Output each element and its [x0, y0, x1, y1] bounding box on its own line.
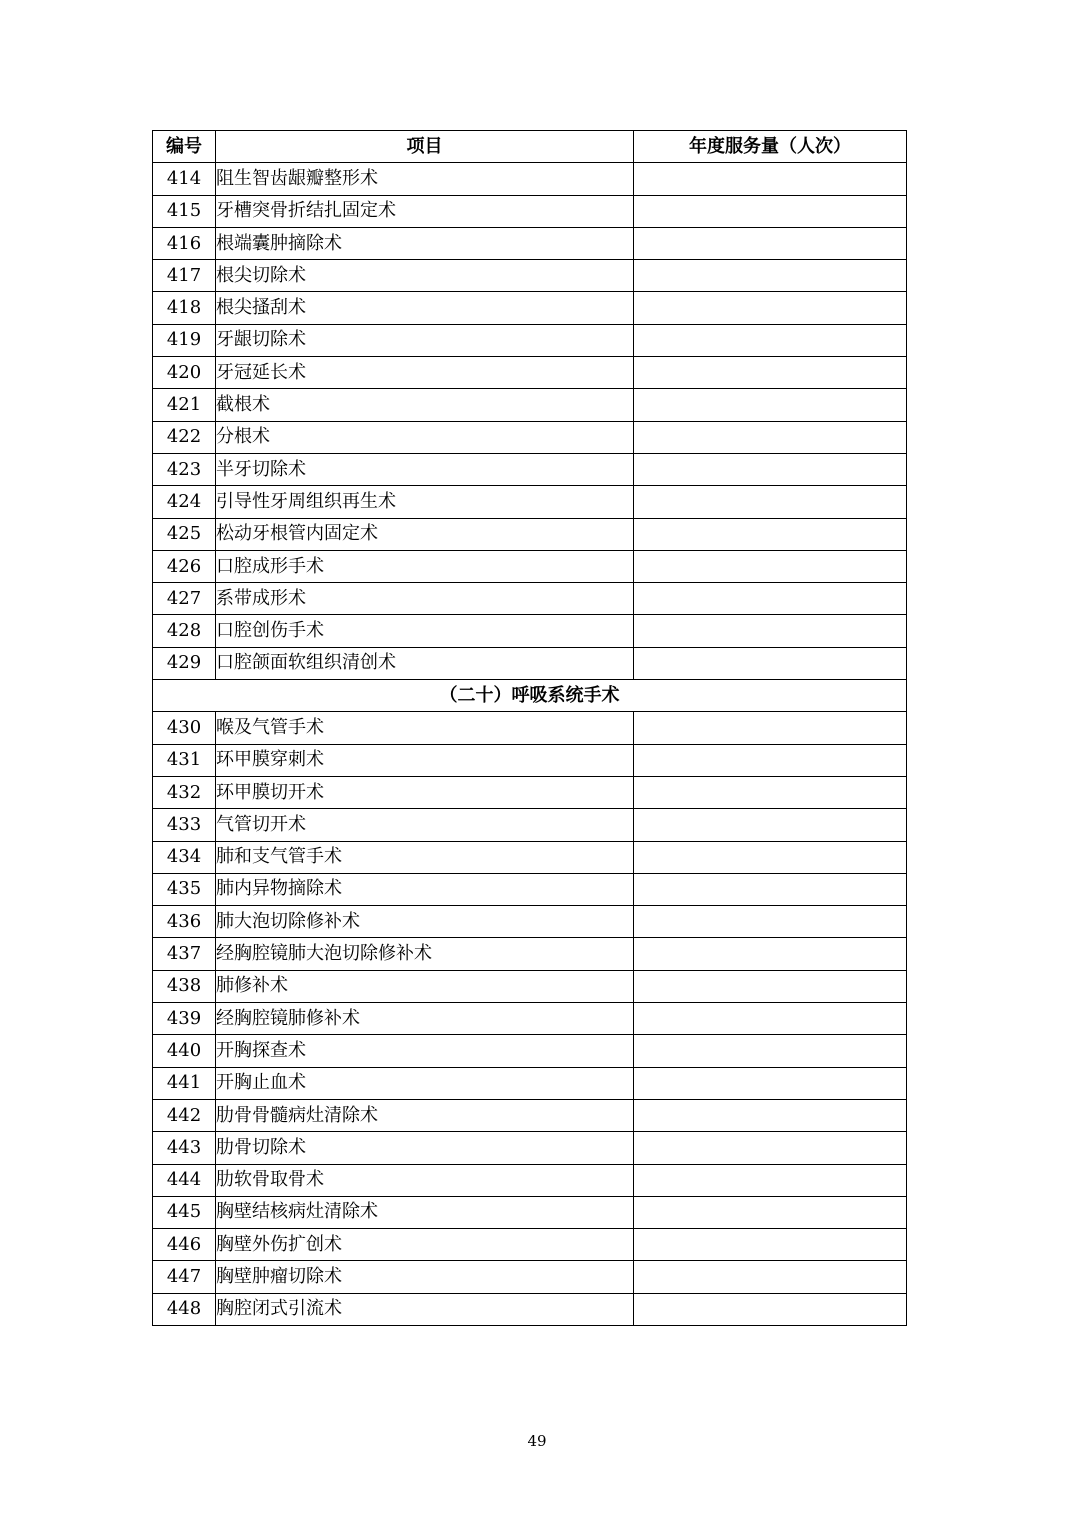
row-item-name: 半牙切除术: [216, 453, 634, 485]
table-row: [153, 227, 907, 259]
table-row: [153, 389, 907, 421]
table-row: [153, 518, 907, 550]
row-annual-volume-cell[interactable]: [634, 1261, 907, 1293]
row-number: 415: [153, 195, 216, 227]
row-annual-volume-cell[interactable]: [634, 906, 907, 938]
row-number: 433: [153, 809, 216, 841]
row-annual-volume-cell[interactable]: [634, 744, 907, 776]
row-number: 427: [153, 583, 216, 615]
row-item-name: 系带成形术: [216, 583, 634, 615]
row-item-name: 胸壁肿瘤切除术: [216, 1261, 634, 1293]
row-number: 414: [153, 163, 216, 195]
row-number: 416: [153, 227, 216, 259]
row-annual-volume-cell[interactable]: [634, 1067, 907, 1099]
row-annual-volume-cell[interactable]: [634, 873, 907, 905]
row-number: 419: [153, 324, 216, 356]
table-row: [153, 647, 907, 679]
row-number: 448: [153, 1293, 216, 1325]
section-title: （二十）呼吸系统手术: [153, 680, 907, 712]
row-item-name: 肋骨切除术: [216, 1132, 634, 1164]
service-volume-table: [152, 130, 907, 1326]
row-annual-volume-cell[interactable]: [634, 1035, 907, 1067]
table-row: [153, 1067, 907, 1099]
row-number: 445: [153, 1196, 216, 1228]
row-item-name: 肺内异物摘除术: [216, 873, 634, 905]
table-row: [153, 1132, 907, 1164]
row-annual-volume-cell[interactable]: [634, 550, 907, 582]
header-annual-volume: 年度服务量（人次）: [634, 131, 907, 163]
table-row: [153, 841, 907, 873]
row-item-name: 根端囊肿摘除术: [216, 227, 634, 259]
row-number: 440: [153, 1035, 216, 1067]
row-number: 422: [153, 421, 216, 453]
row-number: 439: [153, 1003, 216, 1035]
row-annual-volume-cell[interactable]: [634, 195, 907, 227]
row-number: 437: [153, 938, 216, 970]
row-item-name: 牙冠延长术: [216, 357, 634, 389]
row-item-name: 根尖切除术: [216, 260, 634, 292]
row-item-name: 胸腔闭式引流术: [216, 1293, 634, 1325]
row-number: 420: [153, 357, 216, 389]
row-item-name: 松动牙根管内固定术: [216, 518, 634, 550]
table-header-row: [153, 131, 907, 163]
row-item-name: 经胸腔镜肺修补术: [216, 1003, 634, 1035]
row-number: 424: [153, 486, 216, 518]
row-annual-volume-cell[interactable]: [634, 841, 907, 873]
table-row: [153, 615, 907, 647]
row-item-name: 口腔颌面软组织清创术: [216, 647, 634, 679]
row-item-name: 口腔成形手术: [216, 550, 634, 582]
row-item-name: 肺大泡切除修补术: [216, 906, 634, 938]
row-annual-volume-cell[interactable]: [634, 227, 907, 259]
row-annual-volume-cell[interactable]: [634, 486, 907, 518]
row-item-name: 根尖搔刮术: [216, 292, 634, 324]
table-row: [153, 744, 907, 776]
table-row: [153, 260, 907, 292]
row-annual-volume-cell[interactable]: [634, 1132, 907, 1164]
row-annual-volume-cell[interactable]: [634, 357, 907, 389]
row-item-name: 截根术: [216, 389, 634, 421]
table-row: [153, 970, 907, 1002]
row-number: 430: [153, 712, 216, 744]
row-number: 447: [153, 1261, 216, 1293]
row-item-name: 肺和支气管手术: [216, 841, 634, 873]
table-row: [153, 1099, 907, 1131]
table-row: [153, 1003, 907, 1035]
header-number: 编号: [153, 131, 216, 163]
row-item-name: 喉及气管手术: [216, 712, 634, 744]
table-row: [153, 163, 907, 195]
row-item-name: 肺修补术: [216, 970, 634, 1002]
row-annual-volume-cell[interactable]: [634, 1229, 907, 1261]
row-annual-volume-cell[interactable]: [634, 453, 907, 485]
table-row: [153, 1164, 907, 1196]
row-annual-volume-cell[interactable]: [634, 809, 907, 841]
row-number: 418: [153, 292, 216, 324]
table-row: [153, 324, 907, 356]
table-row: [153, 421, 907, 453]
row-number: 444: [153, 1164, 216, 1196]
row-item-name: 经胸腔镜肺大泡切除修补术: [216, 938, 634, 970]
table-row: [153, 486, 907, 518]
row-number: 436: [153, 906, 216, 938]
row-number: 417: [153, 260, 216, 292]
row-number: 435: [153, 873, 216, 905]
row-number: 425: [153, 518, 216, 550]
row-annual-volume-cell[interactable]: [634, 615, 907, 647]
row-number: 432: [153, 776, 216, 808]
row-item-name: 肋骨骨髓病灶清除术: [216, 1099, 634, 1131]
row-annual-volume-cell[interactable]: [634, 292, 907, 324]
header-item: 项目: [216, 131, 634, 163]
table-row: [153, 1229, 907, 1261]
table-row: [153, 1196, 907, 1228]
row-annual-volume-cell[interactable]: [634, 1196, 907, 1228]
row-item-name: 胸壁结核病灶清除术: [216, 1196, 634, 1228]
page-number: 49: [527, 1432, 547, 1450]
table-row: [153, 712, 907, 744]
section-row: [153, 680, 907, 712]
table-row: [153, 583, 907, 615]
table-row: [153, 357, 907, 389]
row-item-name: 口腔创伤手术: [216, 615, 634, 647]
row-annual-volume-cell[interactable]: [634, 712, 907, 744]
row-item-name: 环甲膜切开术: [216, 776, 634, 808]
row-annual-volume-cell[interactable]: [634, 260, 907, 292]
row-number: 428: [153, 615, 216, 647]
row-number: 421: [153, 389, 216, 421]
row-annual-volume-cell[interactable]: [634, 389, 907, 421]
row-number: 429: [153, 647, 216, 679]
row-annual-volume-cell[interactable]: [634, 1099, 907, 1131]
row-item-name: 开胸止血术: [216, 1067, 634, 1099]
row-annual-volume-cell[interactable]: [634, 163, 907, 195]
row-number: 438: [153, 970, 216, 1002]
row-item-name: 气管切开术: [216, 809, 634, 841]
table-row: [153, 292, 907, 324]
row-item-name: 牙龈切除术: [216, 324, 634, 356]
table-row: [153, 550, 907, 582]
row-annual-volume-cell[interactable]: [634, 1164, 907, 1196]
table-row: [153, 1293, 907, 1325]
row-annual-volume-cell[interactable]: [634, 583, 907, 615]
row-item-name: 牙槽突骨折结扎固定术: [216, 195, 634, 227]
row-number: 434: [153, 841, 216, 873]
row-annual-volume-cell[interactable]: [634, 1003, 907, 1035]
table-row: [153, 1261, 907, 1293]
row-item-name: 引导性牙周组织再生术: [216, 486, 634, 518]
row-annual-volume-cell[interactable]: [634, 518, 907, 550]
row-annual-volume-cell[interactable]: [634, 324, 907, 356]
row-item-name: 分根术: [216, 421, 634, 453]
row-annual-volume-cell[interactable]: [634, 421, 907, 453]
row-annual-volume-cell[interactable]: [634, 776, 907, 808]
row-item-name: 开胸探查术: [216, 1035, 634, 1067]
table-row: [153, 195, 907, 227]
row-number: 446: [153, 1229, 216, 1261]
table-row: [153, 873, 907, 905]
table-row: [153, 809, 907, 841]
row-number: 426: [153, 550, 216, 582]
table-row: [153, 938, 907, 970]
table-row: [153, 1035, 907, 1067]
table-body: [153, 163, 907, 1326]
row-annual-volume-cell[interactable]: [634, 1293, 907, 1325]
row-item-name: 环甲膜穿刺术: [216, 744, 634, 776]
table-row: [153, 906, 907, 938]
row-annual-volume-cell[interactable]: [634, 970, 907, 1002]
row-number: 442: [153, 1099, 216, 1131]
row-annual-volume-cell[interactable]: [634, 938, 907, 970]
row-item-name: 肋软骨取骨术: [216, 1164, 634, 1196]
table-row: [153, 453, 907, 485]
row-number: 443: [153, 1132, 216, 1164]
row-item-name: 阻生智齿龈瓣整形术: [216, 163, 634, 195]
row-number: 441: [153, 1067, 216, 1099]
row-number: 423: [153, 453, 216, 485]
table-row: [153, 776, 907, 808]
row-number: 431: [153, 744, 216, 776]
row-item-name: 胸壁外伤扩创术: [216, 1229, 634, 1261]
row-annual-volume-cell[interactable]: [634, 647, 907, 679]
